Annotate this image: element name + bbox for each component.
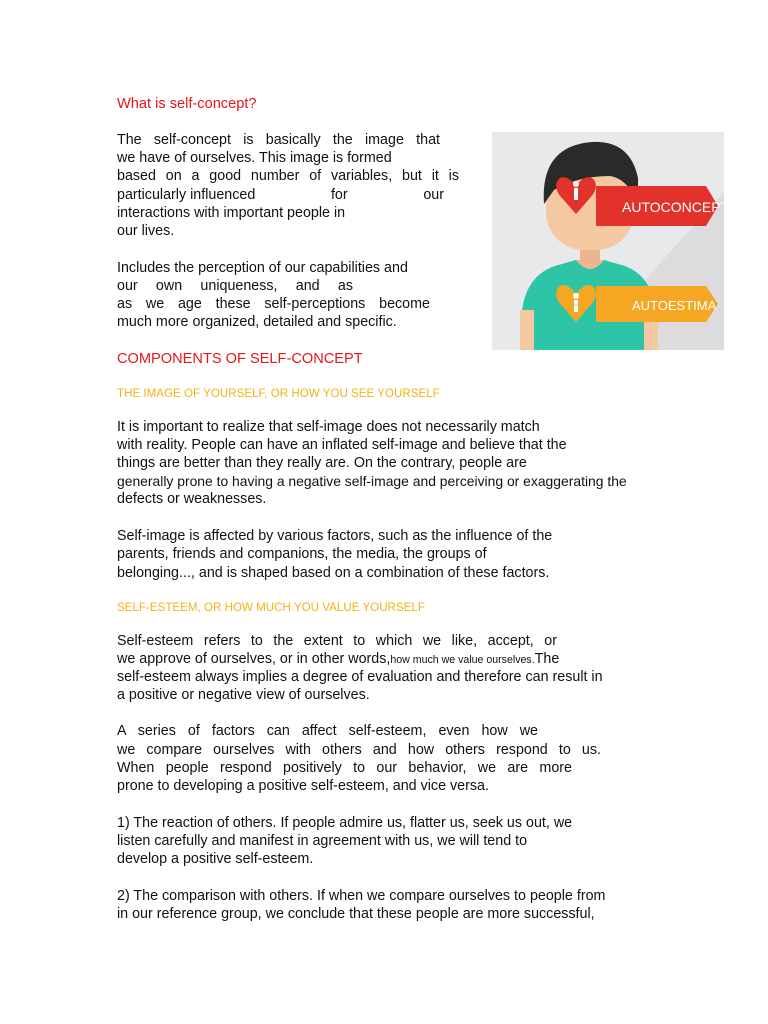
autoconcepto-label: AUTOCONCEPTO — [622, 199, 740, 215]
body-line: with reality. People can have an inflated self-image and believe that the — [117, 437, 567, 453]
body-line: a positive or negative view of ourselves. — [117, 687, 370, 703]
body-line: belonging..., and is shaped based on a combination of these factors. — [117, 565, 550, 581]
inline-small-text: how much we value ourselves. — [390, 654, 535, 666]
body-line: listen carefully and manifest in agreement with us, we will tend to — [117, 833, 528, 849]
autoestima-label: AUTOESTIMA — [632, 298, 717, 313]
intro-word: for — [330, 187, 348, 203]
intro-word: our — [423, 187, 444, 203]
mini-person-icon — [573, 181, 579, 187]
body-line-mixed — [117, 650, 559, 669]
body-line: Self-image is affected by various factors, such as the influence of the — [117, 528, 553, 544]
mini-person-body — [574, 300, 578, 312]
subsection-heading: THE IMAGE OF YOURSELF, OR HOW YOU SEE YOURSELF — [117, 387, 440, 400]
body-line: in our reference group, we conclude that these people are more successful, — [117, 906, 595, 922]
intro-line: based on a good number of variables, but it is — [117, 168, 459, 184]
intro-line: interactions with important people in — [117, 205, 346, 221]
section-heading: COMPONENTS OF SELF-CONCEPT — [117, 351, 363, 367]
perception-line: our own uniqueness, and as — [117, 278, 353, 294]
subsection-heading: SELF-ESTEEM, OR HOW MUCH YOU VALUE YOURSELF — [117, 601, 425, 614]
person-illustration — [492, 132, 740, 350]
body-line: we compare ourselves with others and how others respond to us. — [117, 742, 601, 758]
intro-line: The self-concept is basically the image that — [117, 132, 440, 148]
body-line: defects or weaknesses. — [117, 491, 267, 507]
perception-line: much more organized, detailed and specific. — [117, 314, 397, 330]
body-line: When people respond positively to our behavior, we are more — [117, 760, 572, 776]
self-concept-illustration — [492, 132, 740, 350]
body-line: It is important to realize that self-image does not necessarily match — [117, 419, 540, 435]
body-line: A series of factors can affect self-esteem, even how we — [117, 723, 538, 739]
body-line: Self-esteem refers to the extent to which we like, accept, or — [117, 633, 557, 649]
body-line: develop a positive self-esteem. — [117, 851, 314, 867]
body-line: parents, friends and companions, the media, the groups of — [117, 546, 487, 562]
body-line: self-esteem always implies a degree of evaluation and therefore can result in — [117, 669, 603, 685]
intro-line-spaced — [117, 186, 444, 204]
body-line: generally prone to having a negative self-image and perceiving or exaggerating the — [117, 473, 627, 489]
intro-line: we have of ourselves. This image is formed — [117, 150, 392, 166]
body-line: prone to developing a positive self-esteem, and vice versa. — [117, 778, 489, 794]
body-line: things are better than they really are. On the contrary, people are — [117, 455, 527, 471]
body-line: 1) The reaction of others. If people admire us, flatter us, seek us out, we — [117, 815, 573, 831]
mini-person-icon — [573, 293, 579, 299]
mini-person-body — [574, 188, 578, 200]
intro-word: particularly influenced — [117, 187, 256, 203]
intro-line: our lives. — [117, 223, 175, 239]
perception-line: Includes the perception of our capabilities and — [117, 260, 408, 276]
body-text: we approve of ourselves, or in other words, — [117, 651, 391, 667]
left-arm — [520, 310, 534, 350]
perception-line: as we age these self-perceptions become — [117, 296, 430, 312]
body-line: 2) The comparison with others. If when we compare ourselves to people from — [117, 888, 606, 904]
page-title: What is self-concept? — [117, 96, 257, 112]
body-text: The — [534, 651, 560, 667]
